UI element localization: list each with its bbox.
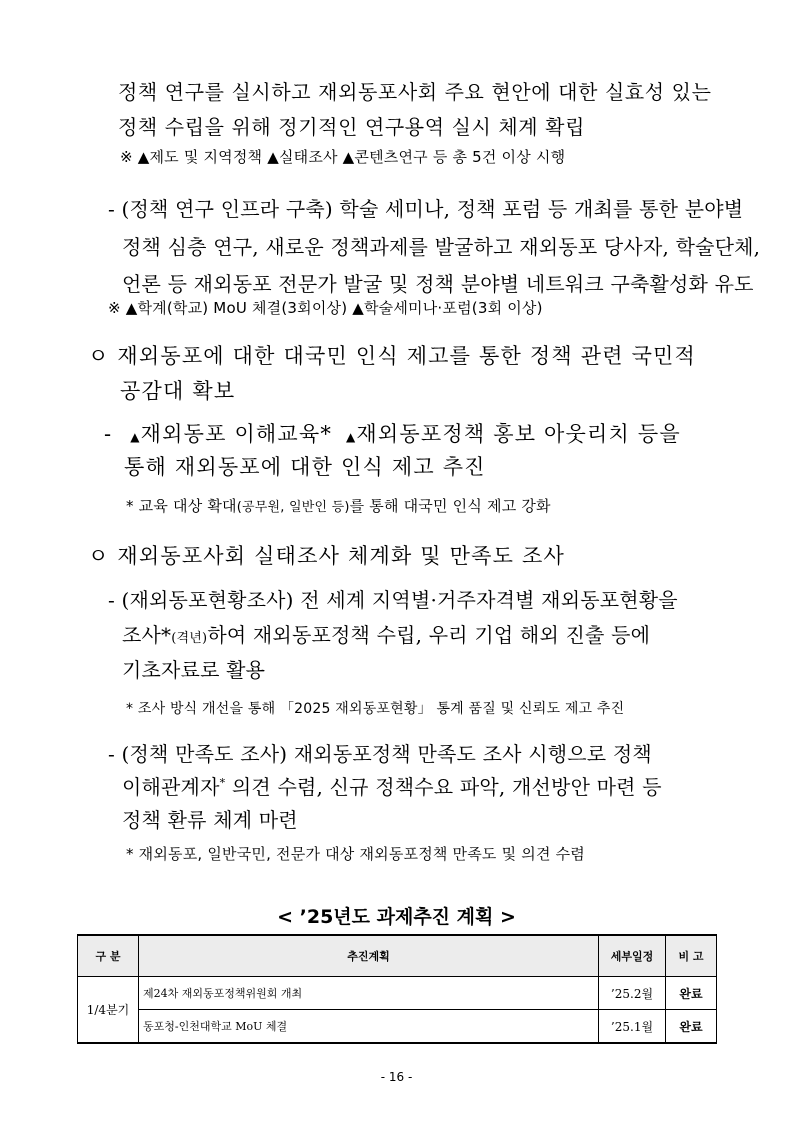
bullet-text: 재외동포정책 홍보 아웃리치 등을: [356, 422, 681, 446]
header-schedule: 세부일정: [599, 935, 666, 977]
section-heading-cont: 공감대 확보: [120, 379, 236, 403]
section-heading: ㅇ 재외동포사회 실태조사 체계화 및 만족도 조사: [88, 544, 565, 568]
header-plan: 추진계획: [139, 935, 599, 977]
schedule-cell: ’25.2월: [599, 977, 666, 1010]
triangle-icon: ▲: [345, 430, 357, 444]
section-heading: ㅇ 재외동포에 대한 대국민 인식 제고를 통한 정책 관련 국민적: [88, 344, 697, 368]
table-header-row: [78, 935, 717, 977]
schedule-cell: ’25.1월: [599, 1010, 666, 1044]
plan-item-cell: 제24차 재외동포정책위원회 개최: [139, 977, 599, 1010]
dash-mark: -: [104, 422, 113, 446]
body-text-line: 정책 심층 연구, 새로운 정책과제를 발굴하고 재외동포 당사자, 학술단체,: [122, 235, 761, 259]
body-text: 이해관계자: [122, 775, 220, 799]
dash-bullet-line: - (재외동포현황조사) 전 세계 지역별·거주자격별 재외동포현황을: [108, 588, 678, 612]
quarter-cell: 1/4분기: [78, 977, 139, 1044]
footnote: * 조사 방식 개선을 통해 「2025 재외동포현황」 통계 품질 및 신뢰도 제고 추진: [126, 701, 625, 717]
header-category: 구 분: [78, 935, 139, 977]
body-text-line: 정책 연구를 실시하고 재외동포사회 주요 현안에 대한 실효성 있는: [118, 80, 712, 104]
body-text-line: 통해 재외동포에 대한 인식 제고 추진: [124, 455, 486, 479]
body-text-line: 기초자료로 활용: [122, 658, 266, 682]
footnote: [126, 495, 551, 516]
reference-note: ※ ▲제도 및 지역정책 ▲실태조사 ▲콘텐츠연구 등 총 5건 이상 시행: [120, 148, 566, 166]
footnote-text: 를 통해 대국민 인식 제고 강화: [349, 497, 551, 515]
body-text-line: [122, 619, 650, 648]
dash-bullet-line: - (정책 만족도 조사) 재외동포정책 만족도 조사 시행으로 정책: [108, 742, 652, 766]
dash-bullet-line: - (정책 연구 인프라 구축) 학술 세미나, 정책 포럼 등 개최를 통한 분야별: [108, 197, 744, 221]
body-text-paren: (격년): [171, 631, 208, 646]
remarks-cell: 완료: [666, 1010, 717, 1044]
body-text: 조사*: [122, 623, 172, 647]
body-text-line: [122, 771, 662, 800]
triangle-icon: ▲: [130, 430, 141, 444]
reference-note: ※ ▲학계(학교) MoU 체결(3회이상) ▲학술세미나·포럼(3회 이상): [108, 299, 543, 317]
table-row: [78, 1010, 717, 1044]
body-text-line: 정책 수립을 위해 정기적인 연구용역 실시 체계 확립: [118, 115, 586, 139]
body-text: 하여 재외동포정책 수립, 우리 기업 해외 진출 등에: [207, 623, 651, 647]
body-text: 의견 수렴, 신규 정책수요 파악, 개선방안 마련 등: [225, 775, 662, 799]
remarks-cell: 완료: [666, 977, 717, 1010]
footnote-text: * 교육 대상 확대: [126, 497, 237, 515]
body-text-line: 정책 환류 체계 마련: [122, 808, 298, 832]
footnote-paren: (공무원, 일반인 등): [236, 500, 350, 515]
plan-item-cell: 동포청-인천대학교 MoU 체결: [139, 1010, 599, 1044]
footnote-marker: *: [219, 776, 226, 790]
bullet-text: 재외동포 이해교육*: [140, 422, 333, 446]
plan-table: [77, 934, 717, 1044]
footnote: * 재외동포, 일반국민, 전문가 대상 재외동포정책 만족도 및 의견 수렴: [126, 845, 585, 863]
dash-bullet-line: [104, 418, 681, 448]
table-title: < ’25년도 과제추진 계획 >: [277, 906, 516, 928]
page-number: - 16 -: [380, 1070, 413, 1084]
body-text-line: 언론 등 재외동포 전문가 발굴 및 정책 분야별 네트워크 구축활성화 유도: [122, 272, 754, 296]
table-row: [78, 977, 717, 1010]
header-remarks: 비 고: [666, 935, 717, 977]
